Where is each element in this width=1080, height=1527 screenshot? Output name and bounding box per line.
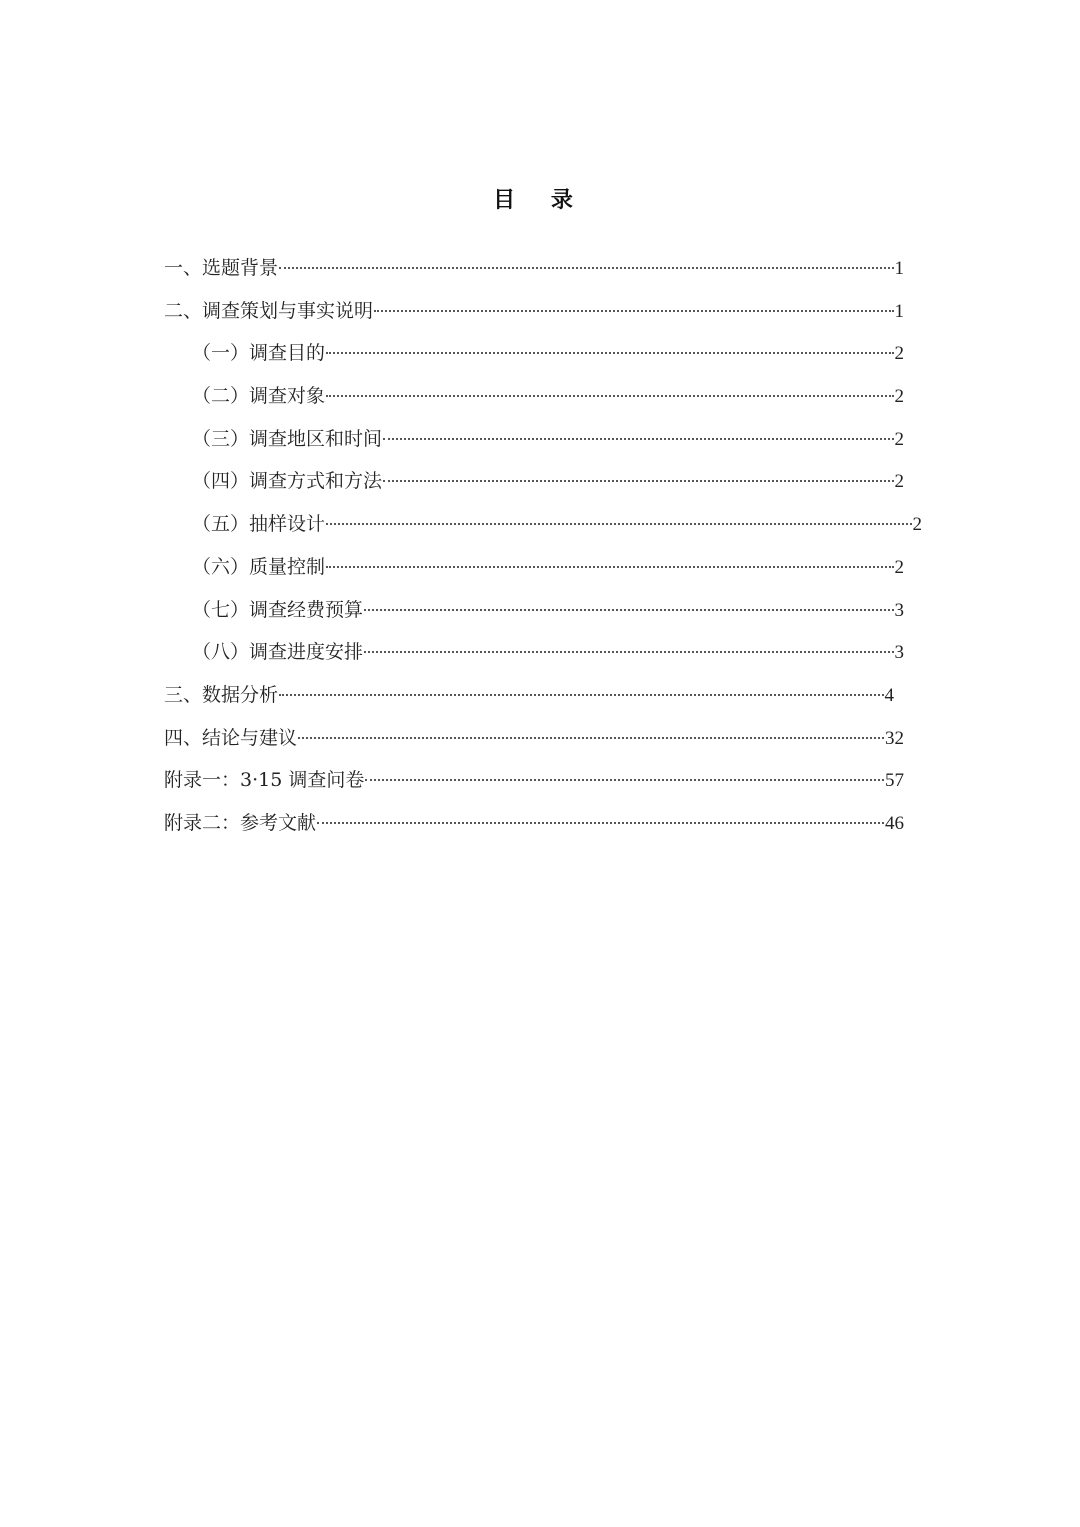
toc-entry xyxy=(164,765,904,808)
toc-entry xyxy=(164,424,904,467)
toc-entry-label: 附录一：3·15 调查问卷 xyxy=(164,769,365,792)
toc-entry xyxy=(164,381,904,424)
dot-leader xyxy=(326,523,911,525)
toc-entry-page: 2 xyxy=(912,514,922,536)
toc-entry xyxy=(164,595,904,638)
dot-leader xyxy=(279,694,883,696)
dot-leader xyxy=(364,651,893,653)
toc-entry-page: 32 xyxy=(885,727,904,749)
toc-entry xyxy=(164,637,904,680)
toc-entry xyxy=(164,253,904,296)
toc-entry-label: （五）抽样设计 xyxy=(192,513,326,536)
dot-leader xyxy=(365,779,884,781)
toc-entry-label: 附录二：参考文献 xyxy=(164,811,317,834)
dot-leader xyxy=(317,822,884,824)
toc-entry-label: （八）调查进度安排 xyxy=(192,641,364,664)
dot-leader xyxy=(374,310,893,312)
toc-entry xyxy=(164,808,904,851)
toc-entry-page: 1 xyxy=(894,258,904,279)
toc-entry-page: 4 xyxy=(884,684,894,706)
table-of-contents xyxy=(164,253,922,851)
toc-entry-label: 三、数据分析 xyxy=(164,683,279,706)
toc-entry-label: 四、结论与建议 xyxy=(164,726,298,749)
dot-leader xyxy=(383,438,893,440)
toc-entry xyxy=(164,296,904,339)
toc-entry xyxy=(164,680,894,723)
dot-leader xyxy=(383,480,893,482)
dot-leader xyxy=(364,609,893,611)
toc-entry xyxy=(164,552,904,595)
toc-entry-page: 57 xyxy=(885,770,904,792)
dot-leader xyxy=(279,267,893,269)
toc-entry-label: （二）调查对象 xyxy=(192,385,326,408)
toc-entry-label: （四）调查方式和方法 xyxy=(192,470,383,493)
toc-entry-label: （三）调查地区和时间 xyxy=(192,427,383,450)
toc-entry-page: 2 xyxy=(894,471,904,493)
toc-entry xyxy=(164,466,904,509)
toc-entry-page: 2 xyxy=(894,428,904,450)
toc-entry-page: 2 xyxy=(894,386,904,408)
toc-entry-page: 46 xyxy=(885,812,904,834)
toc-entry-page: 2 xyxy=(894,556,904,578)
toc-entry-label: 二、调查策划与事实说明 xyxy=(164,299,374,322)
toc-entry-page: 2 xyxy=(894,343,904,365)
dot-leader xyxy=(326,352,893,354)
dot-leader xyxy=(326,395,893,397)
toc-entry-page: 3 xyxy=(894,642,904,664)
toc-entry xyxy=(164,338,904,381)
toc-entry xyxy=(164,723,904,766)
toc-entry-label: （一）调查目的 xyxy=(192,342,326,365)
toc-title: 目 录 xyxy=(493,188,587,213)
dot-leader xyxy=(298,737,884,739)
toc-entry-label: 一、选题背景 xyxy=(164,257,279,279)
toc-entry-page: 3 xyxy=(894,599,904,621)
dot-leader xyxy=(326,566,893,568)
toc-entry-label: （七）调查经费预算 xyxy=(192,598,364,621)
toc-entry-label: （六）质量控制 xyxy=(192,555,326,578)
toc-entry-page: 1 xyxy=(894,300,904,322)
toc-entry xyxy=(164,509,922,552)
